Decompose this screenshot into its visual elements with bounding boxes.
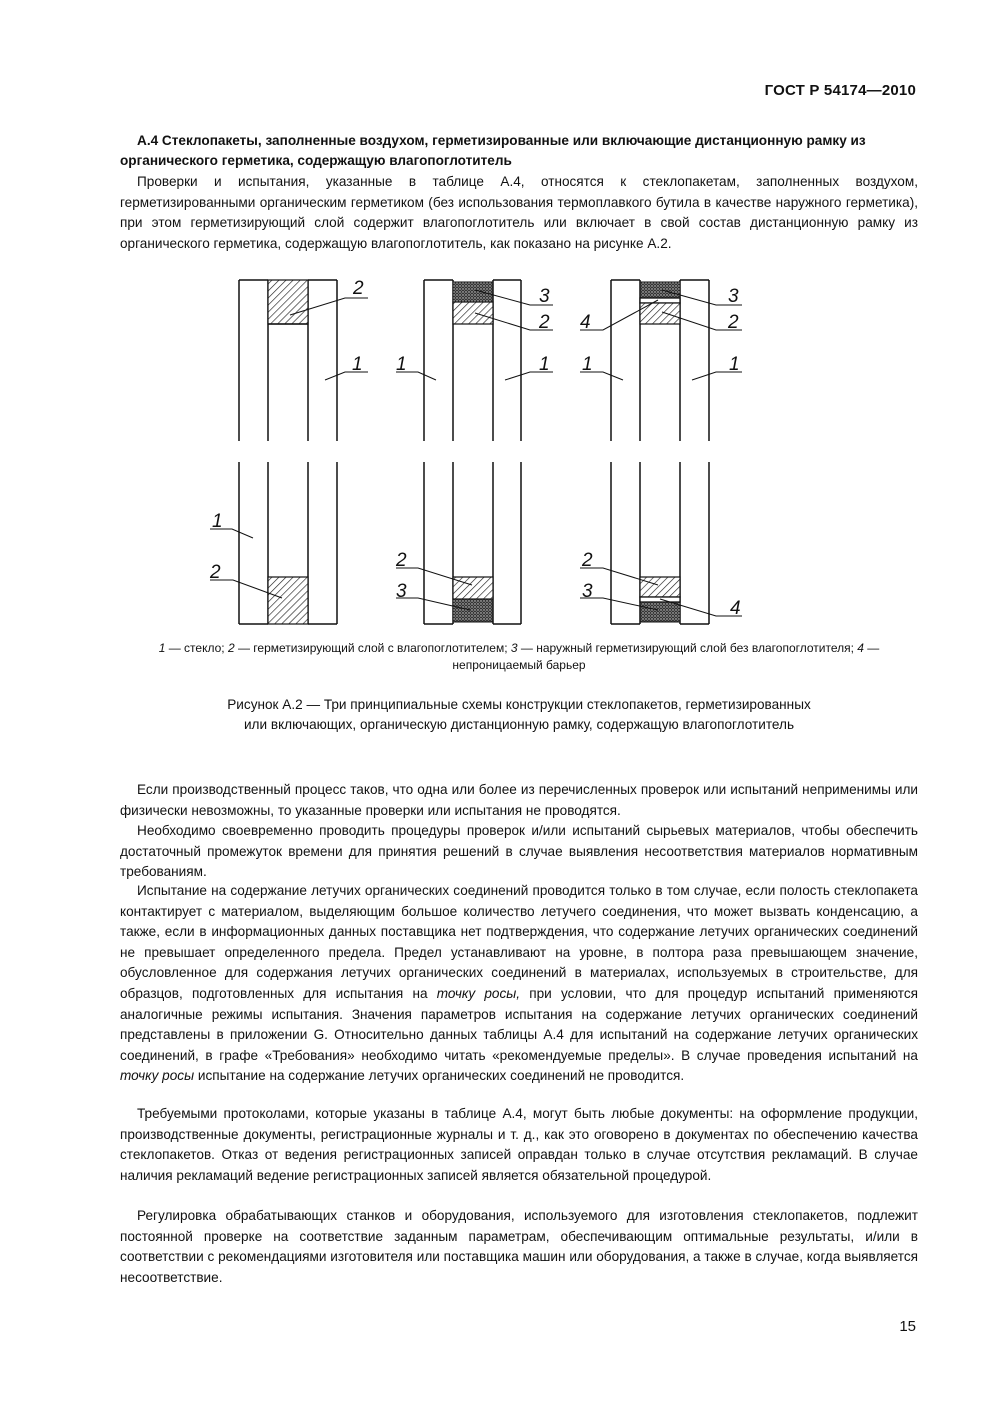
label-sealant: 2 [210,562,221,583]
paragraph-1: Если производственный процесс таков, что одна или более из перечисленных проверок или испытаний неприменимы или физически невозможны, то указанные проверки или испытания не проводятся. [120,782,918,818]
paragraph-3-italic-2: точку росы [120,1068,195,1084]
paragraph-3 [120,881,918,1087]
diagram-2-bottom [424,462,521,624]
label-outer-sealant: 3 [728,286,739,307]
diagram-1-bottom [239,462,337,624]
paragraph-2: Необходимо своевременно проводить процедуры проверок и/или испытаний сырьевых материалов, чтобы обеспечить достаточный промежуток времени для принятия решений в случае выявления несоответствия материалов нормативным требованиям. [120,823,918,880]
legend-num-1: 1 [158,641,166,655]
paragraph-3-part-a: Испытание на содержание летучих органических соединений проводится только в том случае, если полость стеклопакета контактирует с материалом, выделяющим большое количество летучего соединения, что может вызвать конденсацию, а также, если в информационных данных поставщика нет подтверждения, что содержание летучих органических соединений не превышает определенного предела. Предел устанавливают на уровне, в полтора раза превышающем значение, обусловленное для содержания летучих органических соединений в материалах, используемых в строительстве, для образцов, подготовленных для испытания на [120,883,918,1001]
figure-a2-diagram [0,270,1000,630]
label-outer-sealant: 3 [582,581,593,602]
document-header: ГОСТ Р 54174—2010 [764,82,916,99]
intro-paragraph: Проверки и испытания, указанные в таблице А.4, относятся к стеклопакетам, заполненных воздухом, герметизированными органическим герметиком (без использования термоплавкого бутила в качестве наружного герметика), при этом герметизирующий слой содержит влагопоглотитель или включает в свой состав дистанционную рамку из органического герметика, содержащую влагопоглотитель, как показано на рисунке А.2. [120,174,918,251]
diagram-3-bottom [611,462,709,624]
diagram-3-top [611,280,709,441]
label-outer-sealant: 3 [539,286,550,307]
label-sealant: 2 [539,312,550,333]
leader-lines [210,290,742,616]
paragraph-3-part-c: испытание на содержание летучих органических соединений не проводится. [194,1068,685,1084]
label-outer-sealant: 3 [396,581,407,602]
paragraph-3-part-b: при условии, что для процедур испытаний применяются аналогичные режимы испытания. Значения параметров испытания на содержание летучих органических соединений представлены в приложении G. Относительно данных таблицы А.4 для испытаний на содержание летучих органических соединений, в графе «Требования» необходимо читать «рекомендуемые пределы». В случае проведения испытаний на [120,985,918,1063]
page-number: 15 [899,1318,916,1335]
label-glass: 1 [352,354,363,375]
paragraph-4: Требуемыми протоколами, которые указаны в таблице А.4, могут быть любые документы: на оформление продукции, производственные документы, регистрационные журналы и т. д., как это оговорено в документах по обеспечению качества стеклопакетов. Отказ от ведения регистрационных записей оправдан только в случае отсутствия рекламаций. В случае наличия рекламаций ведение регистрационных записей является обязательной процедурой. [120,1106,918,1183]
label-sealant: 2 [582,550,593,571]
figure-legend [120,640,918,674]
label-barrier: 4 [730,598,741,619]
label-sealant: 2 [353,278,364,299]
legend-text-1: — стекло; [165,641,228,655]
paragraph-5: Регулировка обрабатывающих станков и оборудования, используемого для изготовления стеклопакетов, подлежит постоянной проверке на соответствие заданным параметрам, обеспечивающим оптимальные результаты, и/или в соответствии с рекомендациями изготовителя или поставщика машин или оборудования, а также в случае, когда выявляется несоответствие. [120,1208,918,1285]
diagram-2-top [424,280,521,441]
legend-text-3: — наружный герметизирующий слой без влагопоглотителя; [517,641,858,655]
figure-caption-line-2: или включающих, органическую дистанционную рамку, содержащую влагопоглотитель [243,717,795,732]
legend-text-4: — непроницаемый барьер [452,641,880,672]
label-sealant: 2 [728,312,739,333]
label-sealant: 2 [396,550,407,571]
label-barrier: 4 [580,312,591,333]
legend-num-3: 3 [510,641,518,655]
figure-caption-line-1: Рисунок А.2 — Три принципиальные схемы конструкции стеклопакетов, герметизированных [227,697,811,712]
label-glass: 1 [729,354,740,375]
legend-num-4: 4 [857,641,864,655]
label-glass: 1 [396,354,407,375]
label-glass: 1 [539,354,550,375]
section-heading: А.4 Стеклопакеты, заполненные воздухом, герметизированные или включающие дистанционную рамку из органического герметика, содержащую влагопоглотитель [120,133,866,168]
paragraph-3-italic-1: точку росы, [436,985,521,1001]
label-glass: 1 [582,354,593,375]
legend-text-2: — герметизирующий слой с влагопоглотителем; [234,641,511,655]
legend-num-2: 2 [227,641,235,655]
label-glass: 1 [212,511,223,532]
figure-caption [120,695,918,735]
diagram-1-top [239,280,337,441]
